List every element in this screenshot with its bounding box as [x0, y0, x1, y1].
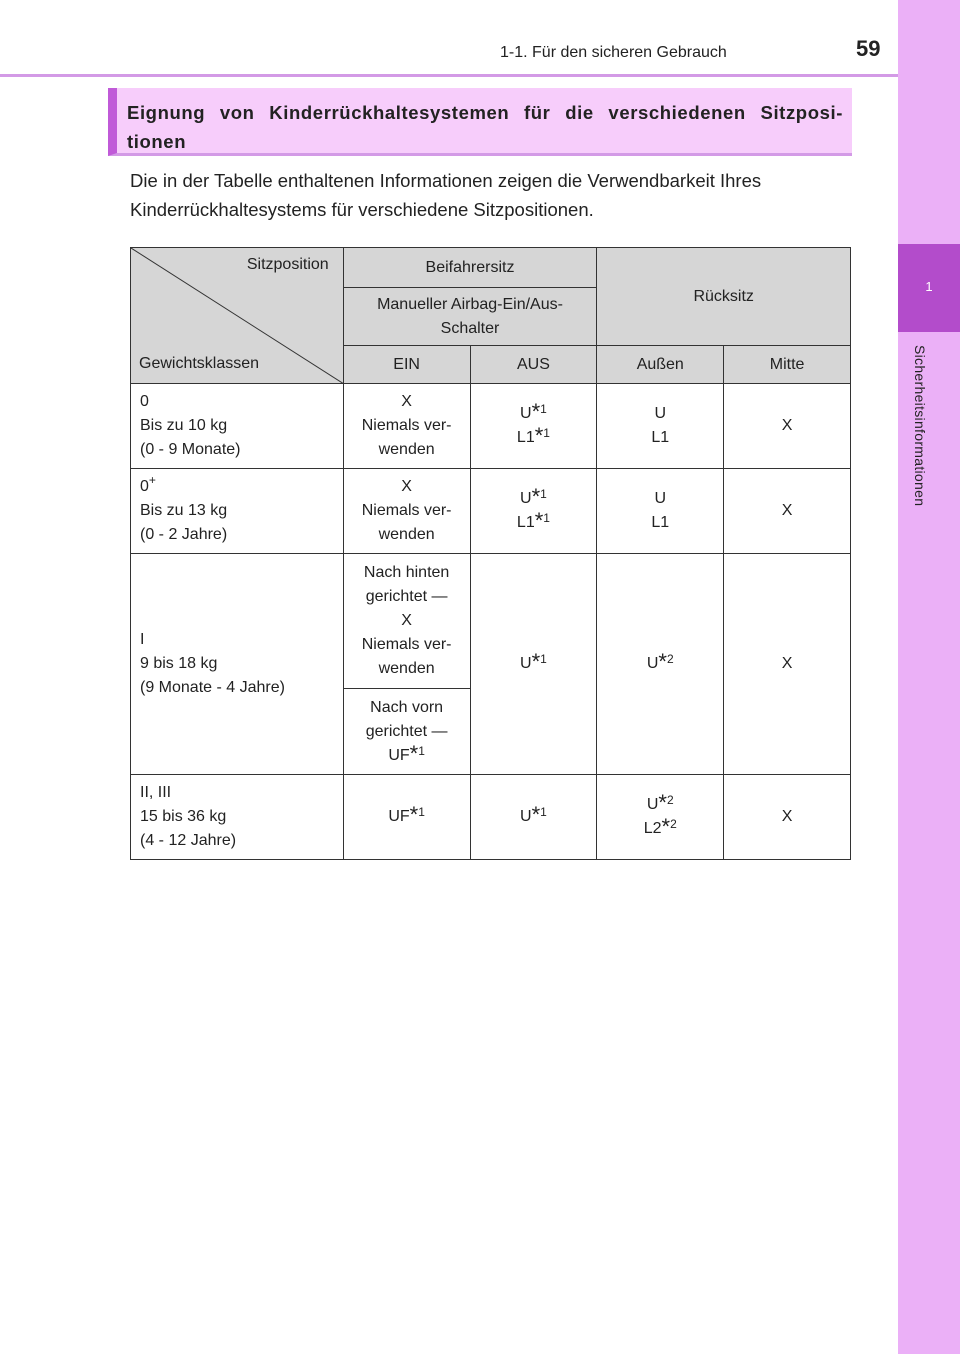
- age-range: (0 - 2 Jahre): [140, 526, 228, 543]
- chapter-sidebar: [898, 0, 960, 1354]
- cell-code: L2*$^2$: [643, 814, 677, 839]
- cell-airbag-off: [470, 775, 597, 860]
- cell-airbag-on: [343, 469, 470, 554]
- cell-line: X: [401, 612, 412, 629]
- section-heading-line-2: tionen: [127, 131, 187, 152]
- cell-code: UF*$^1$: [388, 740, 425, 766]
- cell-rear-center: X: [724, 469, 851, 554]
- chapter-title: Sicherheitsinformationen: [912, 345, 928, 507]
- cell-line: wenden: [378, 526, 435, 543]
- header-outer: Außen: [597, 346, 724, 384]
- header-airbag-switch-line-2: Schalter: [440, 319, 500, 337]
- cell-line: Nach hinten: [363, 564, 450, 581]
- cell-code: U*$^2$: [646, 790, 674, 815]
- header-front-seat: Beifahrersitz: [343, 248, 597, 288]
- table-row: [131, 775, 851, 860]
- cell-airbag-off: [470, 384, 597, 469]
- weight-range: 15 bis 36 kg: [140, 808, 227, 825]
- cell-rear-center: X: [724, 384, 851, 469]
- cell-line: X: [401, 478, 412, 495]
- cell-line: Niemals ver-: [361, 636, 452, 653]
- cell-airbag-on: [343, 775, 470, 860]
- intro-paragraph: Die in der Tabelle enthaltenen Informationen zeigen die Verwendbarkeit Ihres Kinderrückhaltesystems für verschiedene Sitzpositionen.: [130, 170, 762, 220]
- cell-line: wenden: [378, 660, 435, 677]
- weight-range: Bis zu 13 kg: [140, 502, 228, 519]
- cell-rear-outer: [597, 384, 724, 469]
- table-row: [131, 384, 851, 469]
- cell-code: U*$^2$: [646, 649, 674, 674]
- cell-line: gerichtet —: [365, 588, 448, 605]
- table-row: [131, 469, 851, 554]
- age-range: (0 - 9 Monate): [140, 441, 241, 458]
- weight-class-cell: [131, 775, 344, 860]
- cell-airbag-on: [343, 384, 470, 469]
- cell-line: gerichtet —: [365, 722, 448, 740]
- weight-range: 9 bis 18 kg: [140, 655, 218, 672]
- cell-code: U*$^1$: [520, 649, 547, 674]
- header-airbag-switch: [343, 288, 597, 346]
- cell-rear-outer: [597, 554, 724, 775]
- cell-code: U*$^1$: [520, 802, 547, 827]
- cell-rear-outer: [597, 775, 724, 860]
- cell-line: Niemals ver-: [361, 417, 452, 434]
- cell-code: U*$^1$: [520, 484, 547, 509]
- cell-code: U: [654, 405, 667, 422]
- header-off: AUS: [470, 346, 597, 384]
- chapter-number: 1: [925, 279, 933, 294]
- cell-line: wenden: [378, 441, 435, 458]
- header-airbag-switch-line-1: Manueller Airbag-Ein/Aus-: [377, 295, 563, 313]
- section-heading: [127, 98, 843, 156]
- cell-code: U: [654, 490, 667, 507]
- table-row: [131, 554, 851, 689]
- corner-label-weight-class: Gewichtsklassen: [139, 355, 260, 372]
- header-center: Mitte: [724, 346, 851, 384]
- cell-airbag-on-rear-facing: [343, 554, 470, 689]
- weight-group: I: [140, 631, 145, 648]
- cell-airbag-off: [470, 554, 597, 775]
- running-header-section: 1-1. Für den sicheren Gebrauch: [500, 44, 727, 61]
- header-on: EIN: [343, 346, 470, 384]
- cell-code: L1*$^1$: [516, 508, 550, 533]
- cell-code: L1: [651, 429, 670, 446]
- header-rule: [0, 74, 898, 77]
- cell-airbag-off: [470, 469, 597, 554]
- header-rear-seat: Rücksitz: [597, 248, 851, 346]
- cell-line: Nach vorn: [370, 698, 444, 716]
- weight-group: 0: [140, 393, 149, 410]
- section-heading-box: [108, 88, 852, 156]
- corner-header-cell: [131, 248, 344, 384]
- corner-label-seat-position: Sitzposition: [246, 256, 329, 273]
- age-range: (4 - 12 Jahre): [140, 832, 237, 849]
- weight-class-cell: [131, 469, 344, 554]
- cell-rear-center: X: [724, 775, 851, 860]
- child-seat-table: [130, 247, 851, 860]
- cell-code: U*$^1$: [520, 399, 547, 424]
- weight-group: II, III: [140, 784, 172, 801]
- section-heading-line-1: Eignung von Kinderrückhaltesystemen für die verschiedenen Sitzposi-: [127, 102, 843, 123]
- cell-code: UF*$^1$: [388, 802, 425, 827]
- weight-group: 0+: [140, 473, 156, 495]
- age-range: (9 Monate - 4 Jahre): [140, 679, 285, 696]
- cell-code: L1: [651, 514, 670, 531]
- cell-line: Niemals ver-: [361, 502, 452, 519]
- weight-range: Bis zu 10 kg: [140, 417, 228, 434]
- cell-code: L1*$^1$: [516, 423, 550, 448]
- cell-line: X: [401, 393, 412, 410]
- cell-rear-center: X: [724, 554, 851, 775]
- cell-rear-outer: [597, 469, 724, 554]
- weight-class-cell: [131, 384, 344, 469]
- weight-class-cell: [131, 554, 344, 775]
- cell-airbag-on-forward-facing: [343, 689, 470, 775]
- page-number: 59: [856, 36, 881, 61]
